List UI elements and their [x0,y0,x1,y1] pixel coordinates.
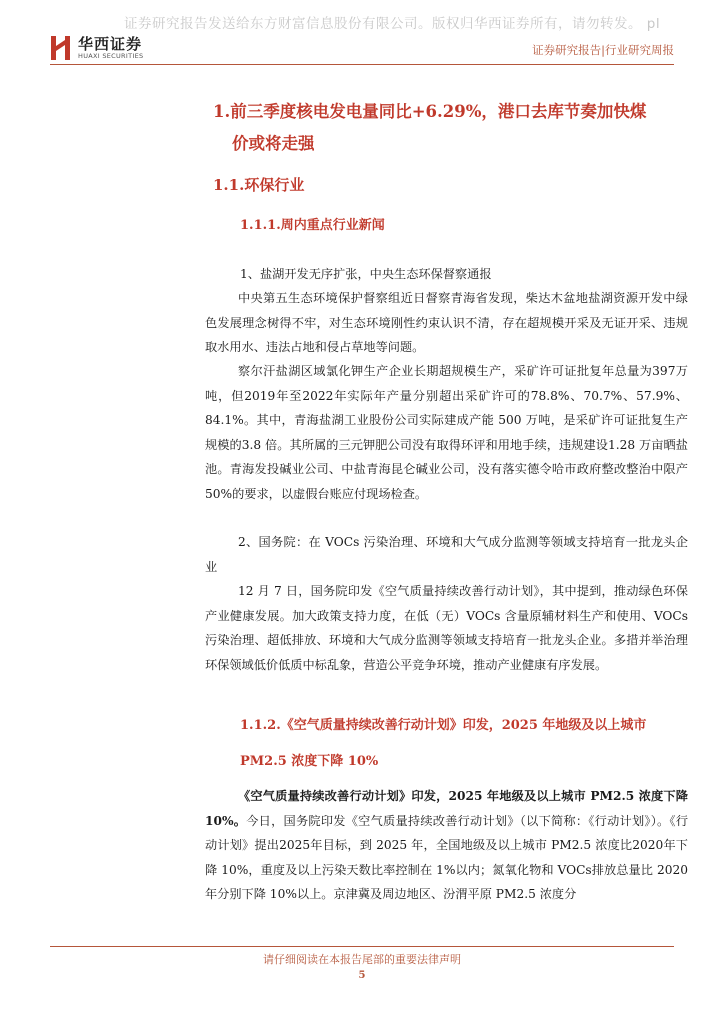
footer-divider [50,946,674,947]
header-divider [50,64,674,65]
section-heading-1 [213,96,683,160]
news-1-title: 1、盐湖开发无序扩张，中央生态环保督察通报 [240,267,492,281]
section-heading-3b [240,708,690,780]
logo-english-name: HUAXI SECURITIES [78,52,144,60]
heading-3b-line-1: 1.1.2.《空气质量持续改善行动计划》印发，2025 年地级及以上城市 [240,718,647,733]
section-heading-3: 1.1.1.周内重点行业新闻 [240,218,385,233]
company-logo [50,32,160,66]
page-number: 5 [358,970,366,981]
footer-disclaimer: 请仔细阅读在本报告尾部的重要法律声明 [263,953,461,966]
watermark-text: 证券研究报告发送给东方财富信息股份有限公司。版权归华西证券所有，请勿转发。 pl [124,16,661,32]
heading-3b-line-2: PM2.5 浓度下降 10% [240,754,379,769]
news-1-paragraph-2: 察尔汗盐湖区域氯化钾生产企业长期超规模生产，采矿许可证批复年总量为397万吨，但2019年至2022年实际年产量分别超出采矿许可的78.8%、70.7%、57.9%、84.1%。其中，青海盐湖工业股份公司实际建成产能 500 万吨，是采矿许可证批复生产规模的3.8 倍。其所属的三元钾肥公司没有取得环评和用地手续，违规建设1.28 万亩晒盐池。青海发投碱业公司、中盐青海昆仑碱业公司，没有落实德令哈市政府整改整治中限产 50%的要求，以虚假台账应付现场检查。 [205,364,688,501]
section-2-paragraph [205,784,688,907]
news-2-paragraph-1: 12 月 7 日，国务院印发《空气质量持续改善行动计划》，其中提到，推动绿色环保产业健康发展。加大政策支持力度，在低（无）VOCs 含量原辅材料生产和使用、VOCs 污染治理、超低排放、环境和大气成分监测等领域支持培育一批龙头企业。多措并举治理环保领域低价低质中标乱象，营造公平竞争环境，推动产业健康有序发展。 [205,584,688,672]
report-type-label: 证券研究报告|行业研究周报 [532,43,674,57]
news-2-title: 2、国务院：在 VOCs 污染治理、环境和大气成分监测等领域支持培育一批龙头企业 [205,535,688,574]
logo-chinese-name: 华西证券 [78,35,143,53]
heading-1-line-2: 价或将走强 [232,134,315,153]
section-heading-2: 1.1.环保行业 [213,176,305,194]
section-2-bold-lead: 《空气质量持续改善行动计划》印发，2025 年地级及以上城市 PM2.5 浓度下降10%。 [205,789,688,828]
heading-1-line-1: 1.前三季度核电发电量同比+6.29%，港口去库节奏加快煤 [213,102,647,121]
news-1-paragraph-1: 中央第五生态环境保护督察组近日督察青海省发现，柴达木盆地盐湖资源开发中绿色发展理念树得不牢，对生态环境刚性约束认识不清，存在超规模开采及无证开采、违规取水用水、违法占地和侵占草地等问题。 [205,291,688,354]
huaxi-logo-icon [50,34,72,62]
section-2-body: 今日，国务院印发《空气质量持续改善行动计划》（以下简称：《行动计划》）。《行动计划》提出2025年目标，到 2025 年，全国地级及以上城市 PM2.5 浓度比2020年下降 10%，重度及以上污染天数比率控制在 1%以内；氮氧化物和 VOCs排放总量比 2020 年分别下降 10%以上。京津冀及周边地区、汾渭平原 PM2.5 浓度分 [205,813,689,901]
